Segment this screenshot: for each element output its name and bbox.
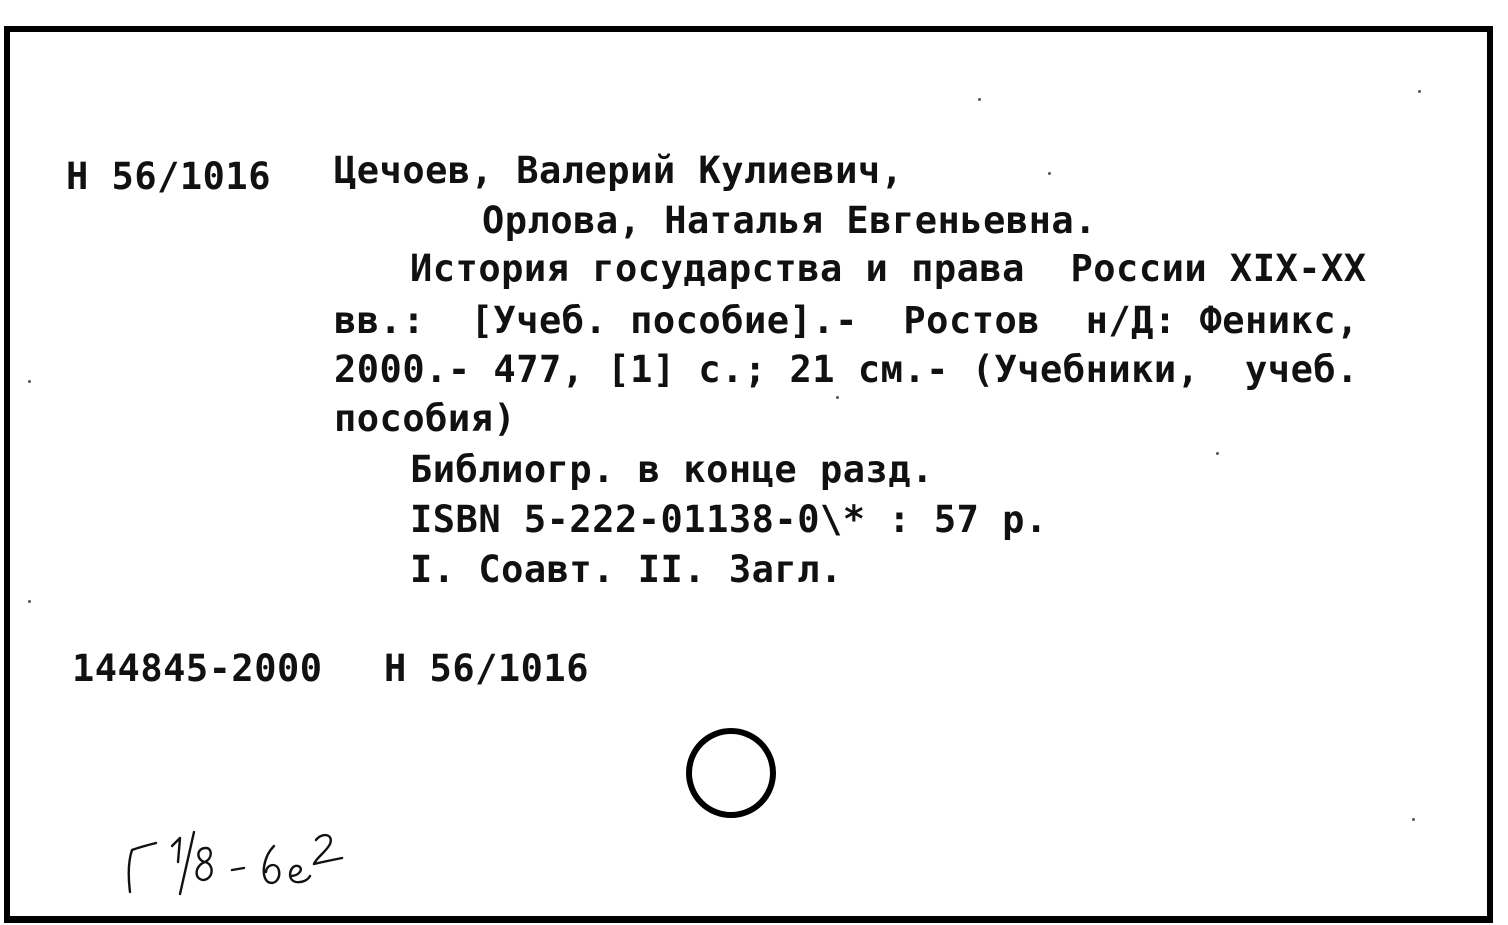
call-number: Н 56/1016 — [66, 155, 271, 198]
title-line-4: пособия) — [334, 397, 517, 440]
speck — [28, 600, 31, 603]
speck — [1048, 172, 1051, 175]
speck — [1412, 818, 1415, 821]
title-line-2: вв.: [Учеб. пособие].- Ростов н/Д: Феникс, — [334, 299, 1359, 342]
primary-author: Цечоев, Валерий Кулиевич, — [334, 149, 904, 192]
speck — [1418, 90, 1421, 93]
speck — [28, 380, 31, 383]
punch-hole — [686, 728, 776, 818]
isbn-price: ISBN 5-222-01138-0\* : 57 р. — [410, 498, 1048, 541]
footer-call-number: Н 56/1016 — [384, 647, 589, 690]
registration-number: 144845-2000 — [72, 647, 323, 690]
speck — [1216, 452, 1219, 455]
title-line-1: История государства и права России XIX-XX — [410, 247, 1367, 290]
title-line-3: 2000.- 477, [1] с.; 21 см.- (Учебники, учеб. — [334, 348, 1359, 391]
speck — [836, 396, 839, 399]
tracings: I. Соавт. II. Загл. — [410, 548, 843, 591]
handwritten-note — [110, 810, 400, 900]
secondary-author: Орлова, Наталья Евгеньевна. — [482, 199, 1097, 242]
speck — [978, 98, 981, 101]
bibliography-note: Библиогр. в конце разд. — [410, 448, 934, 491]
